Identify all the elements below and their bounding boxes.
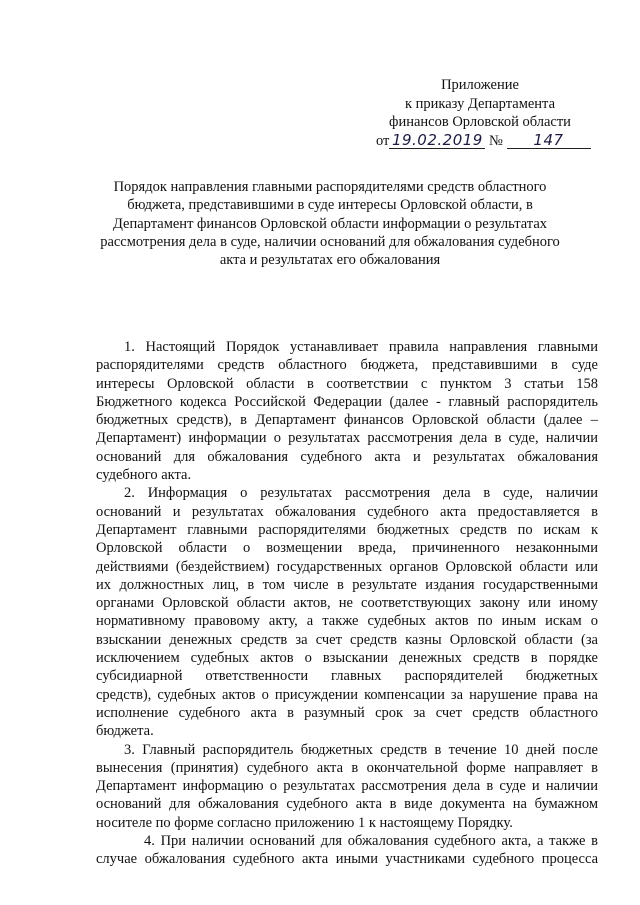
text-line: органами Орловской области актов, не соответствующих закону или иному (96, 595, 598, 612)
title-line: Департамент финансов Орловской области информации о результатах (112, 215, 548, 232)
order-date-number-line (376, 132, 600, 151)
text-line: Орловской области о возмещении вреда, причиненного незаконными (96, 540, 598, 557)
paragraph-2 (96, 484, 598, 740)
text-line: оснований для обжалования судебного акта и результатах обжалования (96, 448, 598, 465)
text-line: 4. При наличии оснований для обжалования судебного акта, а также в (144, 833, 598, 850)
paragraph-3 (96, 741, 598, 832)
title-line: рассмотрения дела в суде, наличии оснований для обжалования судебного (100, 233, 560, 250)
text-line: их должностных лиц, в том числе в результате издания государственными (96, 576, 598, 593)
from-label: от (376, 132, 390, 149)
document-body (96, 338, 598, 869)
text-line: вынесения (принятия) судебного акта в окончательной форме направляет в (96, 759, 598, 776)
text-line: Департамент информацию о результатах рассмотрения дела в суде и наличии (96, 778, 598, 795)
appendix-order-ref: к приказу Департамента (404, 95, 556, 112)
text-line: Департамент) информации о результатах рассмотрения дела в суде, наличии (96, 430, 598, 447)
paragraph-1 (96, 338, 598, 484)
text-line: 2. Информация о результатах рассмотрения дела в суде, наличии (124, 485, 598, 502)
text-line: бюджета. (96, 723, 154, 740)
title-line: Порядок направления главными распорядителями средств областного (113, 179, 547, 195)
text-line: Департамент главными распорядителями бюджетных средств по искам к (96, 521, 598, 538)
text-line: исполнение судебного акта в разумный срок за счет средств областного (96, 704, 598, 721)
text-line: носителе по форме согласно приложению 1 к настоящему Порядку. (96, 814, 513, 831)
appendix-title: Приложение (441, 77, 519, 93)
text-line: оснований и результатах обжалования судебного акта предоставляется в (96, 503, 598, 520)
appendix-block (360, 76, 600, 150)
text-line: оснований для обжалования судебного акта в виде документа на бумажном (96, 796, 598, 813)
text-line: 1. Настоящий Порядок устанавливает правила направления главными (124, 339, 598, 355)
text-line: взыскании денежных средств за счет средств казны Орловской области (за (96, 631, 598, 648)
text-line: действиями (бездействием) государственных органов Орловской области или (96, 558, 598, 575)
paragraph-4 (96, 832, 598, 869)
handwritten-date: 19.02.2019 (389, 132, 485, 149)
text-line: средств), судебных актов о присуждении компенсации за нарушение права на (96, 686, 598, 703)
text-line: нормативному правовому акту, а также судебных актов по иным искам о (96, 613, 598, 630)
text-line: случае обжалования судебного акта иными участниками судебного процесса (96, 851, 598, 868)
text-line: исключением судебных актов о взыскании денежных средств в порядке (96, 650, 598, 667)
title-line: акта и результатах его обжалования (219, 252, 441, 269)
text-line: субсидиарной ответственности главных распорядителей бюджетных (96, 668, 598, 685)
document-title (100, 178, 560, 269)
appendix-department: финансов Орловской области (389, 114, 571, 130)
text-line: интересы Орловской области в соответствии с пунктом 3 статьи 158 (96, 375, 598, 392)
text-line: судебного акта. (96, 467, 192, 484)
text-line: 3. Главный распорядитель бюджетных средств в течение 10 дней после (124, 741, 598, 758)
number-label: № (489, 132, 503, 149)
text-line: Бюджетного кодекса Российской Федерации (далее - главный распорядитель (96, 393, 598, 410)
handwritten-number: 147 (507, 132, 591, 149)
text-line: бюджетных средств), в Департамент финансов Орловской области (далее – (96, 412, 598, 429)
text-line: распорядителями средств областного бюджета, представившими в суде (96, 357, 598, 374)
title-line: бюджета, представившими в суде интересы Орловской области, в (127, 197, 533, 214)
